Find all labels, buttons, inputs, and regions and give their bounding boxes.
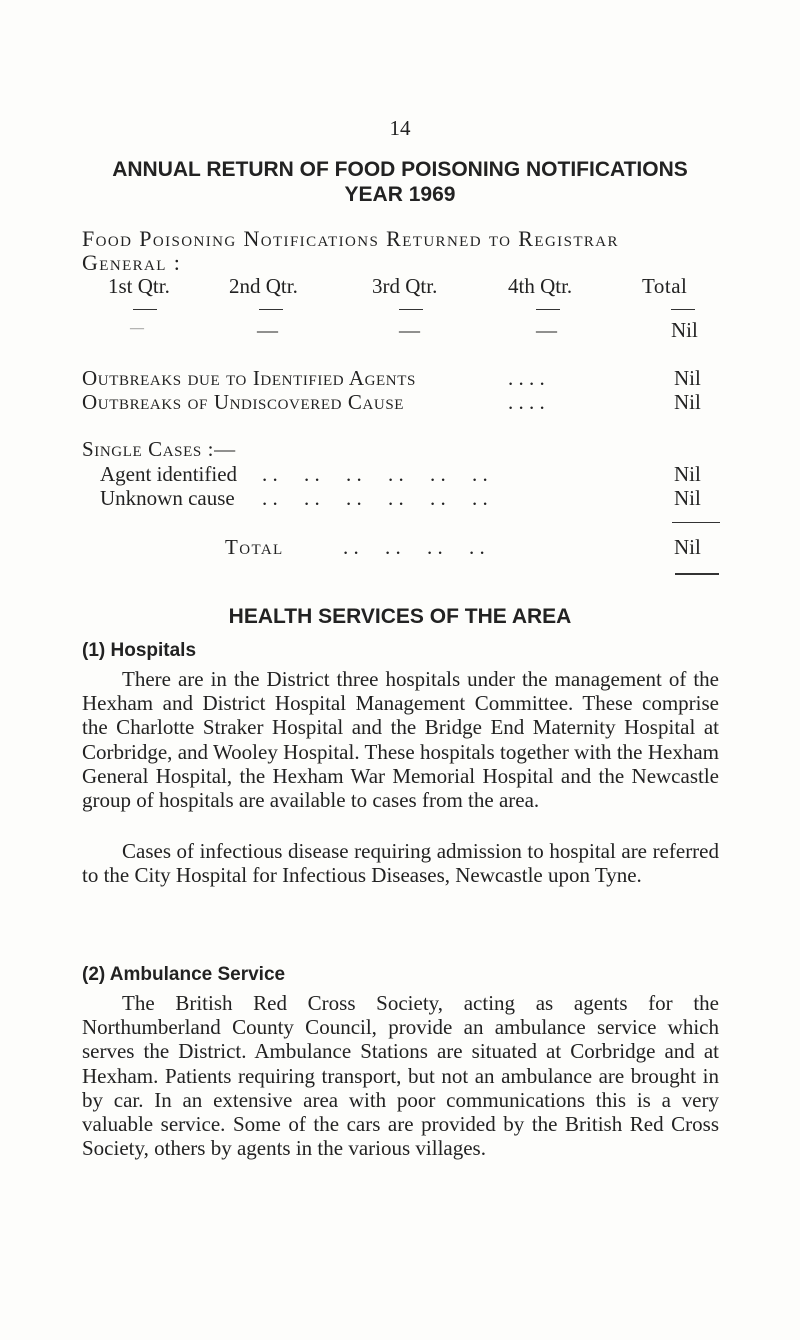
report-title: ANNUAL RETURN OF FOOD POISONING NOTIFICATIONS bbox=[112, 158, 688, 181]
notifications-heading-cont: General : bbox=[82, 250, 182, 275]
single-cases-heading: Single Cases :— bbox=[82, 437, 236, 461]
dot-leader: . . . . . . . . . . . . bbox=[262, 486, 488, 510]
health-services-heading: HEALTH SERVICES OF THE AREA bbox=[228, 605, 572, 628]
agent-identified-value: Nil bbox=[674, 462, 701, 486]
value-2nd-qtr: — bbox=[257, 318, 278, 342]
notifications-heading: Food Poisoning Notifications Returned to Registrar bbox=[82, 226, 619, 251]
col-2nd-qtr: 2nd Qtr. bbox=[229, 274, 298, 298]
value-4th-qtr: — bbox=[536, 318, 557, 342]
unknown-cause-value: Nil bbox=[674, 486, 701, 510]
value-total: Nil bbox=[671, 318, 698, 342]
col-underline bbox=[536, 309, 560, 310]
col-underline bbox=[671, 309, 695, 310]
dot-leader: . . . . bbox=[508, 390, 545, 414]
col-1st-qtr: 1st Qtr. bbox=[108, 274, 170, 298]
col-3rd-qtr: 3rd Qtr. bbox=[372, 274, 438, 298]
hospitals-paragraph-1: There are in the District three hospitals under the management of the Hexham and District Hospital Management Committee. These comprise the Charlotte Straker Hospital and the Bridge End Maternity Hospital at Corbridge, and Wooley Hospital. These hospitals together with the Hexham General Hospital, the Hexham War Memorial Hospital and the Newcastle group of hospitals are available to cases from the area. bbox=[82, 667, 719, 813]
unknown-cause-label: Unknown cause bbox=[100, 486, 235, 510]
hospitals-paragraph-2: Cases of infectious disease requiring admission to hospital are referred to the City Hospital for Infectious Diseases, Newcastle upon Tyne. bbox=[82, 839, 719, 888]
outbreaks-identified-value: Nil bbox=[674, 366, 701, 390]
dot-leader: . . . . . . . . . . . . bbox=[262, 462, 488, 486]
total-rule bbox=[672, 522, 720, 523]
hospitals-heading: (1) Hospitals bbox=[82, 640, 197, 661]
report-year: YEAR 1969 bbox=[344, 183, 456, 206]
col-4th-qtr: 4th Qtr. bbox=[508, 274, 573, 298]
total-double-rule bbox=[675, 573, 719, 575]
dot-leader: . . . . bbox=[508, 366, 545, 390]
value-3rd-qtr: — bbox=[399, 318, 420, 342]
value-1st-qtr: — bbox=[130, 321, 144, 336]
ambulance-heading: (2) Ambulance Service bbox=[82, 964, 286, 985]
agent-identified-label: Agent identified bbox=[100, 462, 238, 486]
outbreaks-undiscovered-label: Outbreaks of Undiscovered Cause bbox=[82, 390, 405, 414]
total-label: Total bbox=[225, 535, 284, 559]
col-underline bbox=[399, 309, 423, 310]
page-number: 14 bbox=[389, 116, 411, 140]
total-value: Nil bbox=[674, 535, 701, 559]
col-underline bbox=[259, 309, 283, 310]
col-underline bbox=[133, 309, 157, 310]
col-total: Total bbox=[642, 274, 688, 298]
outbreaks-identified-label: Outbreaks due to Identified Agents bbox=[82, 366, 416, 390]
ambulance-paragraph: The British Red Cross Society, acting as agents for the Northumberland County Council, provide an ambulance service which serves the District. Ambulance Stations are situated at Corbridge and at Hexham. Patients requiring transport, but not an ambulance are brought in by car. In an extensive area with poor communications this is a very valuable service. Some of the cars are provided by the British Red Cross Society, others by agents in the various villages. bbox=[82, 991, 719, 1161]
dot-leader: . . . . . . . . bbox=[343, 535, 485, 559]
outbreaks-undiscovered-value: Nil bbox=[674, 390, 701, 414]
